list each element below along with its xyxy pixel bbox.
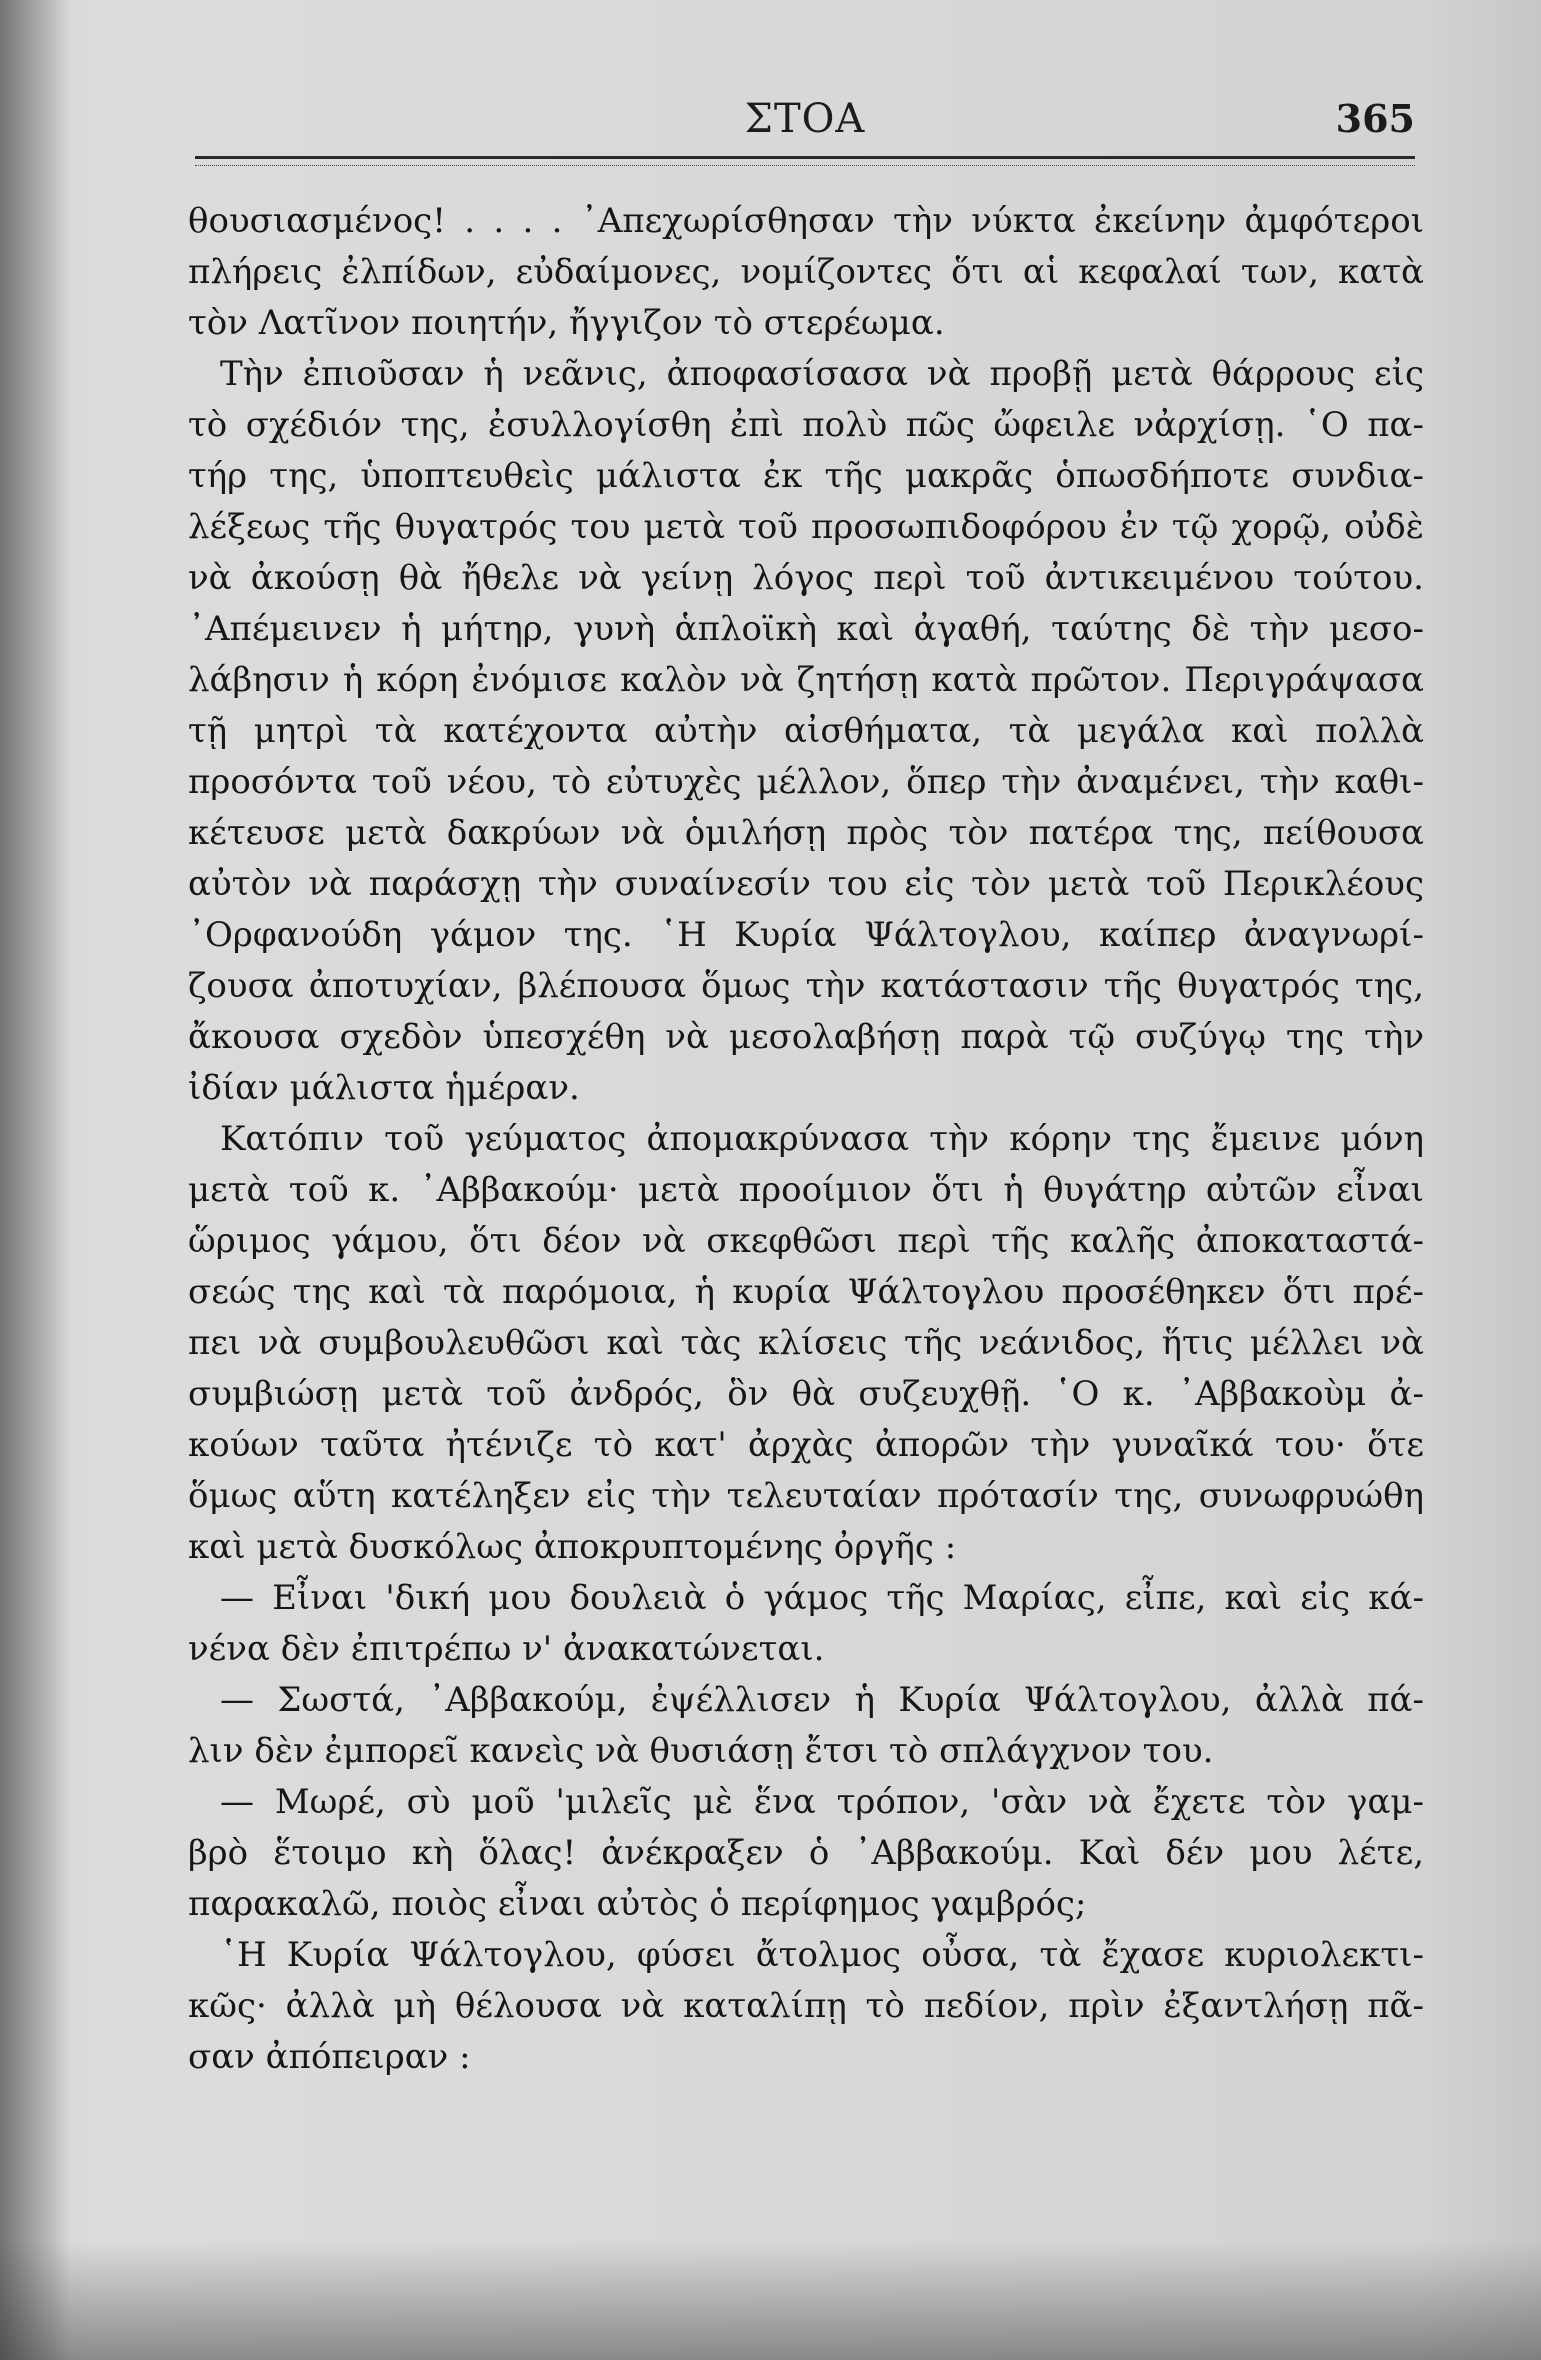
text-line: τῇ μητρὶ τὰ κατέχοντα αὐτὴν αἰσθήματα, τὰ μεγάλα καὶ πολλὰ	[188, 711, 1424, 751]
text-line: ὅμως αὕτη κατέληξεν εἰς τὴν τελευταίαν πρότασίν της, συνωφρυώθη	[188, 1476, 1424, 1516]
text-line: — Μωρέ, σὺ μοῦ 'μιλεῖς μὲ ἕνα τρόπον, 'σὰν νὰ ἔχετε τὸν γαμ-	[220, 1782, 1424, 1822]
text-line: τὸν Λατῖνον ποιητήν, ἤγγιζον τὸ στερέωμα.	[188, 303, 945, 343]
text-line: — Εἶναι 'δική μου δουλειὰ ὁ γάμος τῆς Μαρίας, εἶπε, καὶ εἰς κά-	[220, 1578, 1424, 1618]
text-line: τὸ σχέδιόν της, ἐσυλλογίσθη ἐπὶ πολὺ πῶς ὤφειλε νἀρχίσῃ. ῾Ο πα-	[188, 405, 1424, 445]
text-line: ᾿Ορφανούδη γάμον της. ῾Η Κυρία Ψάλτογλου, καίπερ ἀναγνωρί-	[188, 915, 1424, 955]
text-line: ᾿Απέμεινεν ἡ μήτηρ, γυνὴ ἁπλοϊκὴ καὶ ἀγαθή, ταύτης δὲ τὴν μεσο-	[188, 609, 1424, 649]
text-line: πλήρεις ἐλπίδων, εὐδαίμονες, νομίζοντες ὅτι αἱ κεφαλαί των, κατὰ	[188, 252, 1424, 292]
text-line: παρακαλῶ, ποιὸς εἶναι αὐτὸς ὁ περίφημος γαμβρός;	[188, 1884, 1087, 1924]
text-line: κέτευσε μετὰ δακρύων νὰ ὁμιλήσῃ πρὸς τὸν πατέρα της, πείθουσα	[188, 813, 1424, 853]
text-line: μετὰ τοῦ κ. ᾿Αββακούμ· μετὰ προοίμιον ὅτι ἡ θυγάτηρ αὐτῶν εἶναι	[188, 1170, 1424, 1210]
text-line: τήρ της, ὑποπτευθεὶς μάλιστα ἐκ τῆς μακρᾶς ὁπωσδήποτε συνδια-	[188, 456, 1424, 496]
text-line: Κατόπιν τοῦ γεύματος ἀπομακρύνασα τὴν κόρην της ἔμεινε μόνη	[220, 1119, 1424, 1159]
text-line: ῾Η Κυρία Ψάλτογλου, φύσει ἄτολμος οὖσα, τὰ ἔχασε κυριολεκτι-	[220, 1935, 1424, 1975]
page-number: 365	[1335, 96, 1415, 141]
body-text	[188, 196, 1424, 2083]
text-line: κούων ταῦτα ἠτένιζε τὸ κατ' ἀρχὰς ἀπορῶν τὴν γυναῖκά του· ὅτε	[188, 1425, 1424, 1465]
text-line: λάβησιν ἡ κόρη ἐνόμισε καλὸν νὰ ζητήσῃ κατὰ πρῶτον. Περιγράψασα	[188, 660, 1424, 700]
text-line: νένα δὲν ἐπιτρέπω ν' ἀνακατώνεται.	[188, 1629, 825, 1669]
page-header	[195, 96, 1415, 156]
text-line: θουσιασμένος! . . . . ᾿Απεχωρίσθησαν τὴν νύκτα ἐκείνην ἀμφότεροι	[188, 201, 1424, 241]
page-shadow-bottom	[0, 2240, 1541, 2360]
text-line: — Σωστά, ᾿Αββακούμ, ἐψέλλισεν ἡ Κυρία Ψάλτογλου, ἀλλὰ πά-	[220, 1680, 1424, 1720]
text-line: συμβιώσῃ μετὰ τοῦ ἀνδρός, ὃν θὰ συζευχθῇ. ῾Ο κ. ᾿Αββακοὺμ ἀ-	[188, 1374, 1424, 1414]
text-line: καὶ μετὰ δυσκόλως ἀποκρυπτομένης ὀργῆς :	[188, 1527, 957, 1567]
text-line: αὐτὸν νὰ παράσχῃ τὴν συναίνεσίν του εἰς τὸν μετὰ τοῦ Περικλέους	[188, 864, 1424, 904]
header-rule	[195, 156, 1415, 166]
text-line: ζουσα ἀποτυχίαν, βλέπουσα ὅμως τὴν κατάστασιν τῆς θυγατρός της,	[188, 966, 1424, 1006]
text-line: νὰ ἀκούσῃ θὰ ἤθελε νὰ γείνῃ λόγος περὶ τοῦ ἀντικειμένου τούτου.	[188, 558, 1424, 598]
text-line: πει νὰ συμβουλευθῶσι καὶ τὰς κλίσεις τῆς νεάνιδος, ἥτις μέλλει νὰ	[188, 1323, 1424, 1363]
text-line: Τὴν ἐπιοῦσαν ἡ νεᾶνις, ἀποφασίσασα νὰ προβῇ μετὰ θάρρους εἰς	[220, 354, 1424, 394]
page-shadow-left	[0, 0, 70, 2360]
text-line: ἰδίαν μάλιστα ἡμέραν.	[188, 1068, 580, 1108]
text-line: σεώς της καὶ τὰ παρόμοια, ἡ κυρία Ψάλτογλου προσέθηκεν ὅτι πρέ-	[188, 1272, 1424, 1312]
text-line: ἄκουσα σχεδὸν ὑπεσχέθη νὰ μεσολαβήσῃ παρὰ τῷ συζύγῳ της τὴν	[188, 1017, 1424, 1057]
text-line: λέξεως τῆς θυγατρός του μετὰ τοῦ προσωπιδοφόρου ἐν τῷ χορῷ, οὐδὲ	[188, 507, 1424, 547]
text-line: ὥριμος γάμου, ὅτι δέον νὰ σκεφθῶσι περὶ τῆς καλῆς ἀποκαταστά-	[188, 1221, 1424, 1261]
running-head: ΣΤΟΑ	[744, 96, 866, 142]
text-line: λιν δὲν ἐμπορεῖ κανεὶς νὰ θυσιάσῃ ἔτσι τὸ σπλάγχνον του.	[188, 1731, 1214, 1771]
text-line: κῶς· ἀλλὰ μὴ θέλουσα νὰ καταλίπῃ τὸ πεδίον, πρὶν ἐξαντλήσῃ πᾶ-	[188, 1986, 1424, 2026]
text-line: σαν ἀπόπειραν :	[188, 2037, 471, 2077]
text-line: βρὸ ἕτοιμο κὴ ὅλας! ἀνέκραξεν ὁ ᾿Αββακούμ. Καὶ δέν μου λέτε,	[188, 1833, 1424, 1873]
text-line: προσόντα τοῦ νέου, τὸ εὐτυχὲς μέλλον, ὅπερ τὴν ἀναμένει, τὴν καθι-	[188, 762, 1424, 802]
